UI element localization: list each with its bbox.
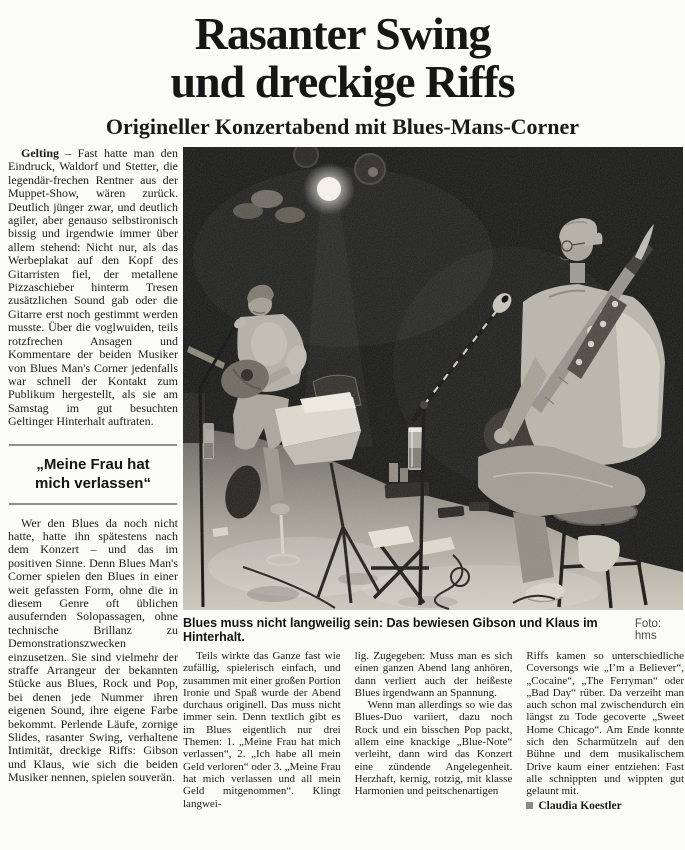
- pullquote-rule-top: [9, 444, 177, 446]
- second-paragraph: Wer den Blues da noch nicht hatte, hatte ihn spätestens nach dem Konzert – und das im positiven Sinne. Denn Blues Man's Corner spielen den Blues in einer weit gefassten Form, ohne die in diesem Genre oft üblichen ausufernden Solopassagen, ohne technische Brillanz zu Demonstrationszwecken einzusetzen. Sie sind vielmehr der straffe Arrangeur der bekannten Stücke aus Blues, Rock und Pop, bei denen jede Nummer ihren eigenen Sound, ihre eigene Farbe bekommt. Perlende Läufe, zornige Slides, rasanter Swing, verhaltene Intimität, dreckige Riffs: Gibson und Klaus, wie sich die beiden Musiker nennen, spielen souverän.: [8, 515, 178, 785]
- article-header: [0, 10, 685, 139]
- column-paragraph: Riffs kamen so unterschiedliche Coversongs wie „I’m a Believer“, „Cocaine“, „The Ferryman“ oder „Bad Day“ rüber. Da verzeiht man auch schon mal zwischendurch ein längst zu Tode gecoverte „Sweet Home Chicago“. Am Ende konnte sich den Scharmützeln auf den Bühne und dem musikalischem Drive kaum einer entziehen: Fast alle schnippten und wippten gut gelaunt mit.: [526, 650, 684, 798]
- concert-photo: [183, 147, 683, 610]
- pullquote-rule-bottom: [9, 503, 177, 505]
- column-paragraph: Wenn man allerdings so wie das Blues-Duo variiert, dazu noch Rock und ein bisschen Pop packt, allem eine knackige „Blue-Note“ verleiht, dann wird das Konzert eine zündende Angelegenheit. Herzhaft, kernig, rotzig, mit klasse Harmonien und peitschenartigen: [354, 699, 513, 798]
- bottom-columns: [183, 650, 684, 846]
- bottom-column-2: [355, 650, 513, 846]
- photo-credit: Foto: hms: [634, 618, 662, 642]
- left-column: [8, 147, 178, 785]
- column-paragraph: lig. Zugegeben: Muss man es sich einen ganzen Abend lang anhören, dann verliert auch der heißeste Blues irgendwann an Spannung.: [354, 650, 513, 699]
- subheadline: Origineller Konzertabend mit Blues-Mans-Corner: [105, 114, 580, 139]
- lead-paragraph-text: – Fast hatte man den Eindruck, Waldorf und Stetter, die legendär-frechen Rentner aus der Muppet-Show, wären zurück. Deutlich jünger zwar, und deutlich agiler, aber genauso selbstironisch bissig und irgendwie immer über allem stehend: Nicht nur, als das Werbeplakat auf den Kopf des Gitarristen fiel, der metallene Pizzaschieber hinterm Tresen zusätzlichen Sound gab oder die Gitarre erst noch gestimmt werden musste. Über die voglwuiden, teils rotzfrechen Ansagen und Kommentare der beiden Musiker von Blues Man's Corner jedenfalls war schnell der Kontakt zum Publikum hergestellt, als sie am Samstag im gut besuchten Geltinger Hinterhalt auftraten.: [8, 146, 178, 429]
- headline-line1: Rasanter Swing: [194, 8, 491, 59]
- stage-photo-graphic: [183, 147, 683, 610]
- byline-square-icon: [526, 802, 533, 809]
- byline: [526, 800, 684, 812]
- dateline: Gelting: [21, 146, 59, 160]
- headline-line2: und dreckige Riffs: [170, 56, 515, 107]
- grain-overlay: [183, 147, 683, 610]
- column-paragraph: Teils wirkte das Ganze fast wie zufällig, spielerisch einfach, und zusammen mit einer großen Portion Ironie und Spaß wurde der Abend durchaus originell. Das muss nicht immer sein. Denn textlich gibt es im Blues eigentlich nur drei Themen: 1. „Meine Frau hat mich verlassen“, 2. „Ich habe all mein Geld verloren“ oder 3. „Meine Frau hat mich verlassen und all mein Geld mitgenommen“. Klingt langwei-: [183, 650, 341, 810]
- photo-caption: Blues muss nicht langweilig sein: Das bewiesen Gibson und Klaus im Hinterhalt.: [183, 616, 598, 644]
- caption-row: [183, 616, 683, 644]
- bottom-column-3: [526, 650, 684, 846]
- lead-paragraph: [8, 147, 178, 429]
- bottom-column-1: [183, 650, 341, 846]
- byline-author: Claudia Koestler: [538, 799, 622, 812]
- pull-quote: „Meine Frau hat mich verlassen“: [35, 455, 151, 492]
